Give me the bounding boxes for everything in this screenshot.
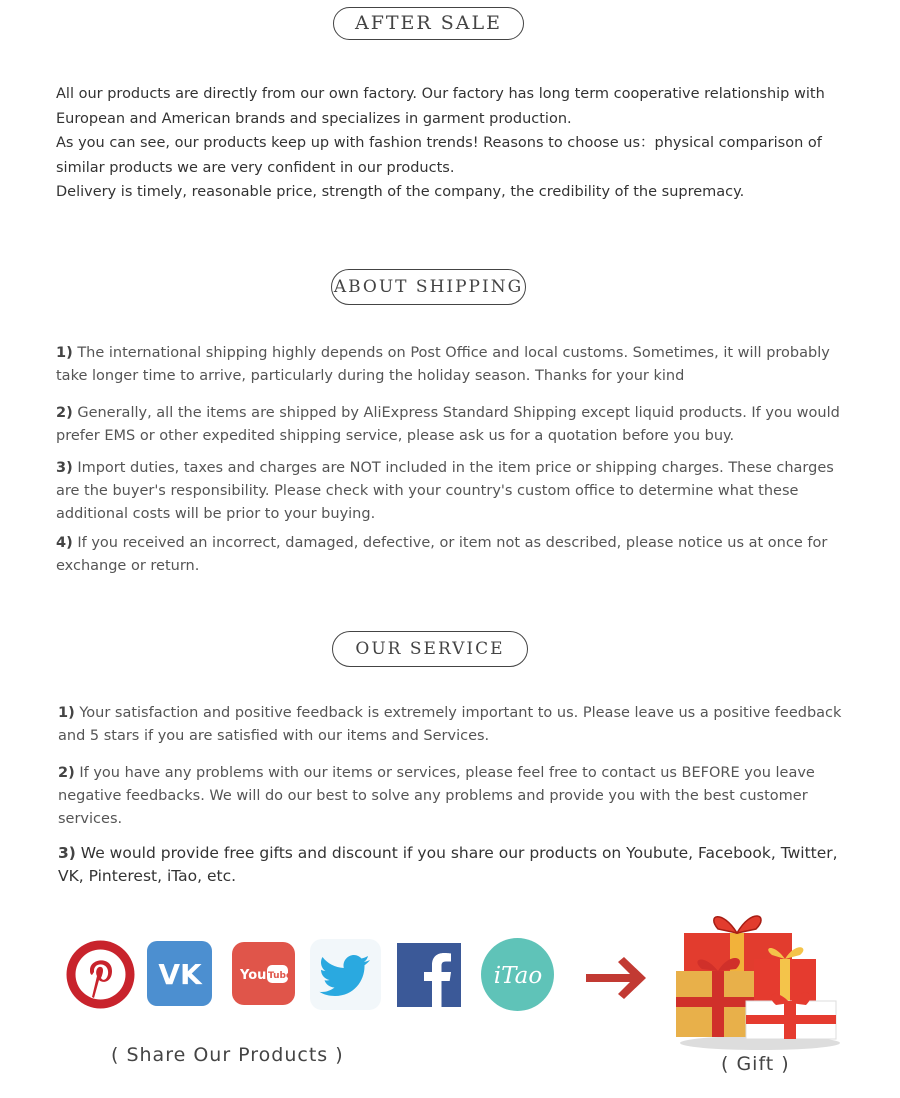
after-sale-text	[56, 82, 846, 205]
item-number: 3)	[58, 844, 76, 862]
shipping-item	[56, 532, 846, 578]
after-sale-line: Delivery is timely, reasonable price, strength of the company, the credibility of the supremacy.	[56, 184, 745, 200]
after-sale-line: All our products are directly from our own factory. Our factory has long term cooperative relationship with European and American brands and specializes in garment production.	[56, 86, 825, 127]
item-number: 2)	[58, 765, 75, 781]
shipping-item	[56, 457, 846, 526]
youtube-icon[interactable]	[232, 942, 295, 1005]
our-service-heading: OUR SERVICE	[332, 631, 528, 667]
item-number: 3)	[56, 460, 73, 476]
share-caption: ( Share Our Products )	[111, 1044, 344, 1066]
vk-icon[interactable]	[147, 941, 212, 1006]
service-item	[58, 762, 848, 831]
svg-text:VK: VK	[157, 957, 202, 991]
item-text: Generally, all the items are shipped by AliExpress Standard Shipping except liquid products. If you would prefer EMS or other expedited shipping service, please ask us for a quotation before you buy.	[56, 405, 840, 444]
item-number: 1)	[56, 345, 73, 361]
svg-text:You: You	[239, 967, 266, 983]
item-text: If you received an incorrect, damaged, defective, or item not as described, please notice us at once for exchange or return.	[56, 535, 828, 574]
pinterest-icon[interactable]	[66, 940, 135, 1009]
item-text: Your satisfaction and positive feedback is extremely important to us. Please leave us a positive feedback and 5 stars if you are satisfied with our items and Services.	[58, 705, 842, 744]
item-text: Import duties, taxes and charges are NOT included in the item price or shipping charges. These charges are the buyer's responsibility. Please check with your country's custom office to determine what these additional costs will be prior to your buying.	[56, 460, 834, 522]
after-sale-heading: AFTER SALE	[333, 7, 524, 40]
item-text: The international shipping highly depends on Post Office and local customs. Sometimes, it will probably take longer time to arrive, particularly during the holiday season. Thanks for your kind	[56, 345, 830, 384]
twitter-icon[interactable]	[310, 939, 381, 1010]
about-shipping-heading: ABOUT SHIPPING	[331, 269, 526, 305]
item-number: 4)	[56, 535, 73, 551]
gift-boxes-icon	[670, 905, 846, 1053]
itao-icon[interactable]	[481, 938, 554, 1011]
facebook-icon[interactable]	[397, 943, 461, 1007]
arrow-right-icon	[584, 953, 650, 1003]
item-number: 1)	[58, 705, 75, 721]
svg-text:iTao: iTao	[493, 962, 542, 989]
item-text: We would provide free gifts and discount if you share our products on Youbute, Facebook, Twitter, VK, Pinterest, iTao, etc.	[58, 844, 838, 885]
item-text: If you have any problems with our items or services, please feel free to contact us BEFORE you leave negative feedbacks. We will do our best to solve any problems and provide you with the best customer services.	[58, 765, 815, 827]
after-sale-line: As you can see, our products keep up with fashion trends! Reasons to choose us：physical comparison of similar products we are very confident in our products.	[56, 135, 822, 176]
item-number: 2)	[56, 405, 73, 421]
gift-caption: ( Gift )	[721, 1053, 790, 1075]
shipping-item	[56, 342, 846, 388]
shipping-item	[56, 402, 846, 448]
service-item	[58, 702, 848, 748]
svg-text:Tube: Tube	[267, 970, 292, 981]
service-item	[58, 842, 848, 888]
